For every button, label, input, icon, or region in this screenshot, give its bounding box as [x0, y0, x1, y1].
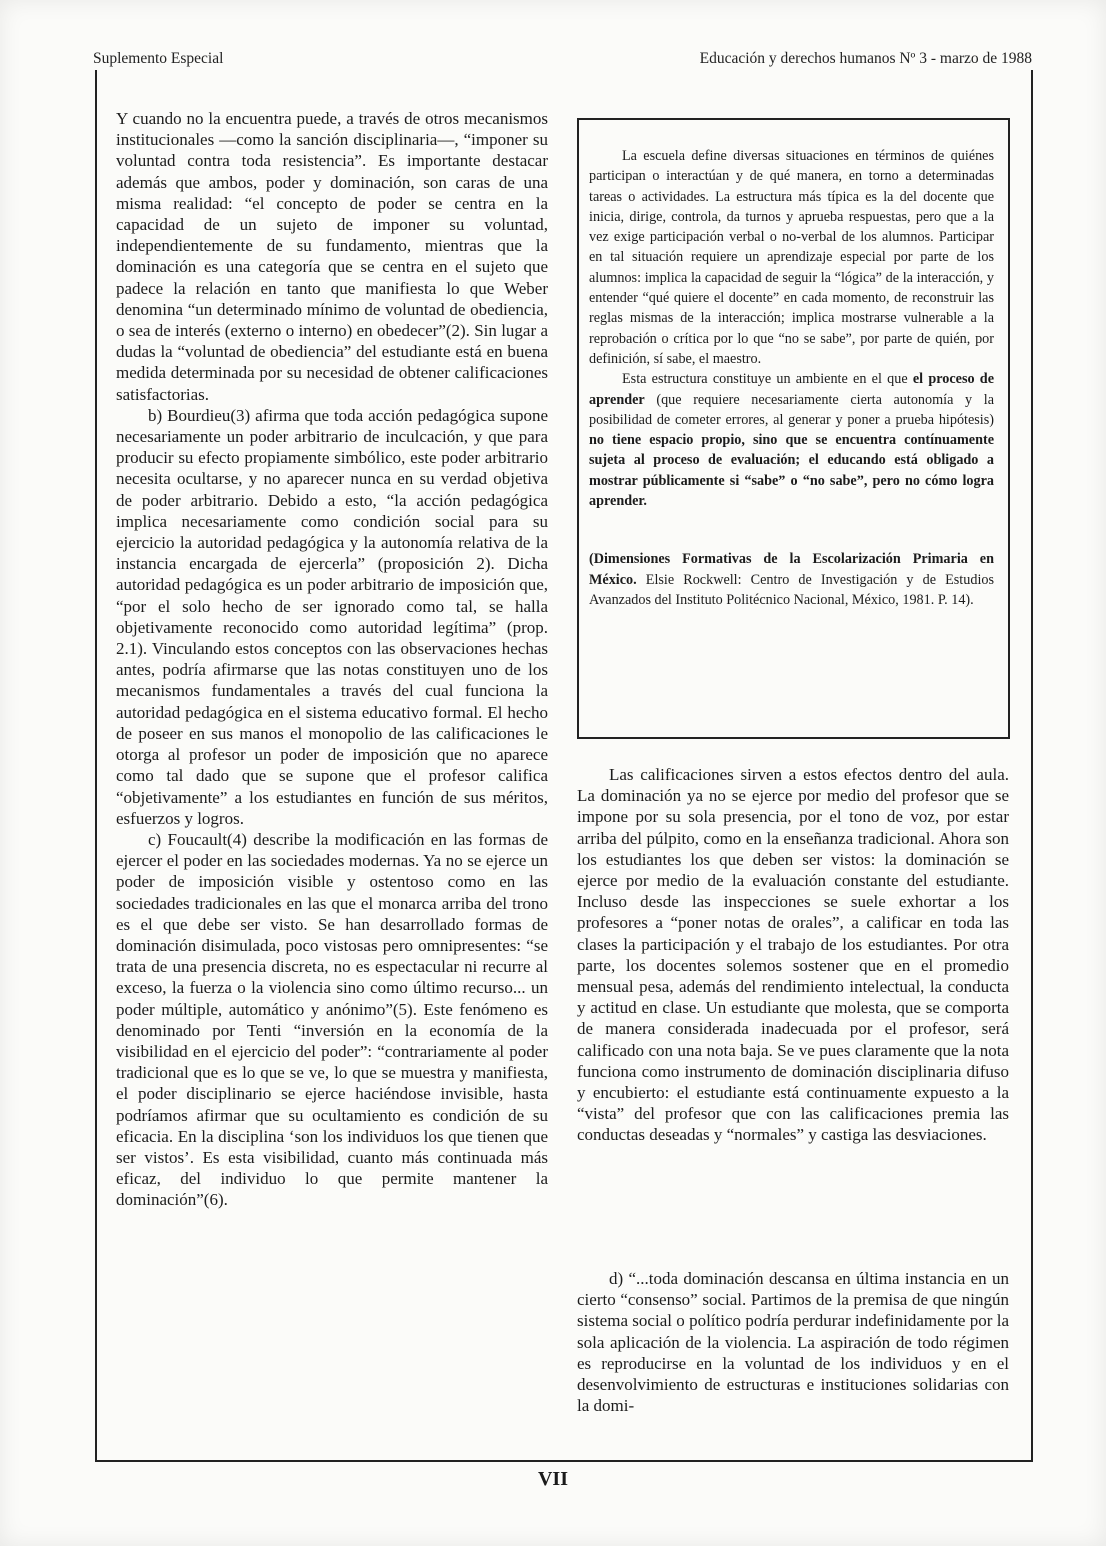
paragraph-bourdieu: b) Bourdieu(3) afirma que toda acción pedagógica supone necesariamente un poder arbitrario de inculcación, y que para producir su efecto propiamente simbólico, este poder arbitrario necesita ocultarse, y no aparecer nunca en su verdad objetiva de poder arbitrario. Debido a esto, “la acción pedagógica implica necesariamente como condición social para su ejercicio la autoridad pedagógica y la autonomía relativa de la instancia encargada de ejercerla” (proposición 2). Dicha autoridad pedagógica es un poder arbitrario de imposición que, “por el solo hecho de ser ignorado como tal, se halla objetivamente reconocido como autoridad legítima” (prop. 2.1). Vinculando estos conceptos con las observaciones hechas antes, podría afirmarse que las notas constituyen uno de los mecanismos fundamentales a través del cual funciona la autoridad pedagógica en el sistema educativo formal. El hecho de poseer en sus manos el monopolio de las calificaciones le otorga al profesor un poder de imposición que no aparece como tal dado que se supone que el profesor califica “objetivamente” a los estudiantes en función de sus méritos, esfuerzos y logros. — [116, 405, 548, 828]
paragraph-consenso: d) “...toda dominación descansa en última instancia en un cierto “consenso” social. Partimos de la premisa de que ningún sistema social o político podría perdurar indefinidamente por la sola aplicación de la violencia. La aspiración de todo régimen es reproducirse en la voluntad de los individuos y en el desenvolvimiento de estructuras e instituciones solidarias con la domi- — [577, 1269, 1009, 1416]
quote-box — [577, 118, 1010, 739]
right-column — [577, 764, 1009, 1264]
quote-p2-parenthetical: (que requiere necesariamente cierta autonomía y la posibilidad de cometer errores, al generar y poner a prueba hipótesis) — [589, 391, 994, 428]
citation-source: Elsie Rockwell: Centro de Investigación y de Estudios Avanzados del Instituto Politécnico Nacional, México, 1981. P. 14). — [589, 571, 994, 608]
quote-p2-intro: Esta estructura constituye un ambiente en el que — [622, 371, 908, 388]
page-number: VII — [537, 1468, 568, 1490]
quote-p2-bold-2: no tiene espacio propio, sino que se encuentra contínuamente sujeta al proceso de evaluación; el educando está obligado a mostrar públicamente si “sabe” o “no sabe”, pero no cómo logra aprender. — [589, 432, 994, 510]
right-column-lower — [577, 1268, 1009, 1446]
left-column — [116, 108, 548, 1448]
quote-p2-bold-1: el proceso de aprender — [589, 371, 994, 408]
paragraph-foucault: c) Foucault(4) describe la modificación en las formas de ejercer el poder en las sociedades modernas. Ya no se ejerce un poder de imposición visible y ostentoso como en las sociedades tradicionales en las que el monarca arriba del trono es el que debe ser visto. Se han desarrollado formas de dominación disimulada, poco vistosas pero omnipresentes: “se trata de una presencia discreta, no es espectacular ni recurre al exceso, la fuerza o la violencia sino como último recurso... un poder múltiple, automático y anónimo”(5). Este fenómeno es denominado por Tenti “inversión en la economía de la visibilidad en el ejercicio del poder”: “contrariamente al poder tradicional que es lo que se ve, lo que se muestra y manifiesta, el poder disciplinario se ejerce haciéndose invisible, hasta podríamos afirmar que su ocultamiento es condición de su eficacia. En la disciplina ‘son los individuos los que tienen que ser vistos’. Es esta visibilidad, cuanto más continuada más eficaz, del individuo lo que permite mantener la dominación”(6). — [116, 829, 548, 1210]
paragraph-calificaciones: Las calificaciones sirven a estos efectos dentro del aula. La dominación ya no se ejerce por medio del profesor que se impone por su sola presencia, por el tono de voz, por estar arriba del púlpito, como en la enseñanza tradicional. Ahora son los estudiantes los que deben ser vistos: la dominación se ejerce por medio de la evaluación constante del estudiante. Incluso desde las inspecciones se suele exhortar a los profesores a “poner notas de orales”, a calificar en toda las clases la participación y el trabajo de los estudiantes. Por otra parte, los docentes solemos sostener que en el promedio mensual pesa, además del rendimiento intelectual, la conducta y actitud en clase. Un estudiante que molesta, que se comporta de manera considerada inadecuada por el profesor, será calificado con una nota baja. Se ve pues claramente que la nota funciona como instrumento de dominación disciplinaria difuso y encubierto: el estudiante está continuamente expuesto a la “vista” del profesor que con las calificaciones premia las conductas deseadas y “normales” y castiga las desviaciones. — [577, 765, 1009, 1145]
quote-paragraph-1: La escuela define diversas situaciones en términos de quiénes participan o interactúan y de qué manera, en torno a determinadas tareas o actividades. La estructura más típica es la del docente que inicia, dirige, controla, da turnos y aprueba respuestas, pero que a la vez exige participación verbal o no-verbal de los alumnos. Participar en tal situación requiere un aprendizaje especial por parte de los alumnos: implica la capacidad de seguir la “lógica” de la interacción, y entender “qué quiere el docente” en cada momento, de reconstruir las reglas mismas de la interacción; implica mostrarse vulnerable a la reprobación o crítica por lo que “no se sabe”, por parte de quién, por definición, sí sabe, el maestro. — [589, 148, 994, 367]
running-header-left: Suplemento Especial — [93, 50, 224, 67]
quote-citation — [589, 549, 994, 610]
running-header-right: Educación y derechos humanos Nº 3 - marzo de 1988 — [699, 50, 1032, 67]
quote-paragraph-2 — [589, 369, 994, 511]
citation-title: (Dimensiones Formativas de la Escolarización Primaria en México. — [589, 551, 994, 588]
paragraph-weber: Y cuando no la encuentra puede, a través de otros mecanismos institucionales —como la sanción disciplinaria—, “imponer su voluntad contra toda resistencia”. Es importante destacar además que ambos, poder y dominación, son caras de una misma realidad: “el concepto de poder se centra en la capacidad de un sujeto de imponer su voluntad, independientemente de su fundamento, mientras que la dominación es una categoría que se centra en el sujeto que padece la relación en tanto que manifiesta lo que Weber denomina “un determinado mínimo de voluntad de obediencia, o sea de interés (externo o interno) en obedecer”(2). Sin lugar a dudas la “voluntad de obediencia” del estudiante está en buena medida determinada por su necesidad de obtener calificaciones satisfactorias. — [116, 109, 548, 404]
